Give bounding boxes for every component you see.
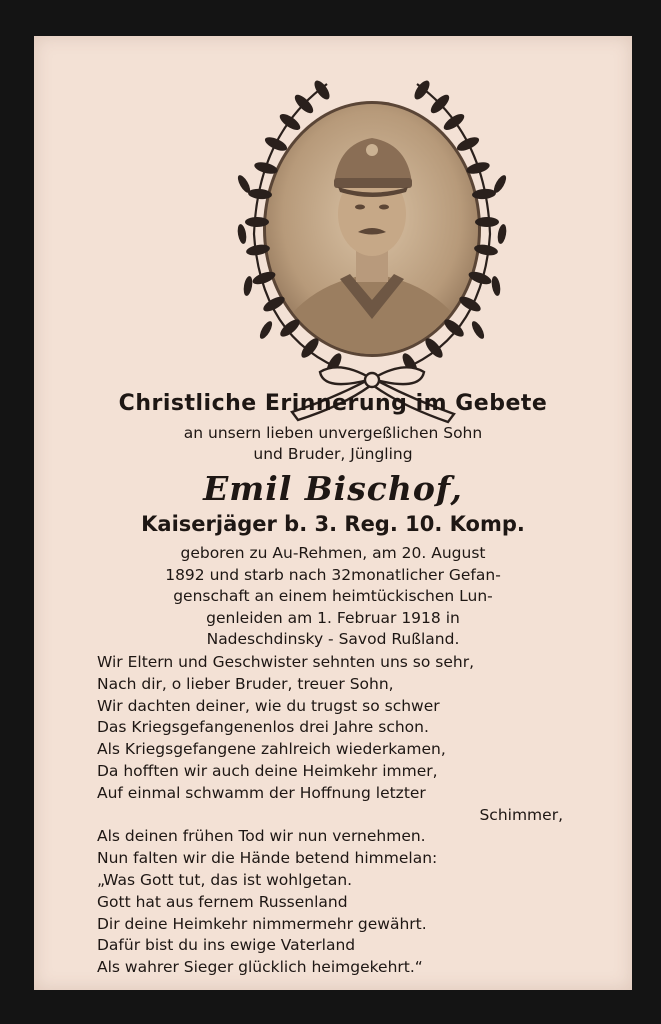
biography-line: geboren zu Au-Rehmen, am 20. August bbox=[180, 544, 486, 562]
biography-text bbox=[34, 543, 632, 651]
biography-line: genleiden am 1. Februar 1918 in bbox=[206, 608, 460, 627]
laurel-wreath-icon bbox=[222, 74, 522, 424]
poem-line: Wir Eltern und Geschwister sehnten uns so sehr, bbox=[97, 653, 475, 671]
poem-line: Als Kriegsgefangene zahlreich wiederkamen, bbox=[97, 740, 446, 759]
poem-line: Dir deine Heimkehr nimmermehr gewährt. bbox=[97, 914, 427, 933]
memorial-poem bbox=[97, 652, 597, 979]
deceased-name: Emil Bischof, bbox=[203, 469, 463, 508]
card-heading: Christliche Erinnerung im Gebete bbox=[118, 391, 548, 416]
memorial-card bbox=[34, 36, 632, 990]
poem-line: „Was Gott tut, das ist wohlgetan. bbox=[97, 870, 353, 889]
dedication-line: an unsern lieben unvergeßlichen Sohn bbox=[183, 424, 483, 442]
poem-line: Wir dachten deiner, wie du trugst so schwer bbox=[97, 696, 440, 715]
poem-line: Schimmer, bbox=[479, 805, 563, 824]
poem-line: Als wahrer Sieger glücklich heimgekehrt.“ bbox=[97, 958, 423, 977]
poem-line: Auf einmal schwamm der Hoffnung letzter bbox=[97, 783, 426, 802]
portrait-with-wreath bbox=[222, 74, 522, 424]
poem-line: Gott hat aus fernem Russenland bbox=[97, 892, 348, 911]
dedication-line: und Bruder, Jüngling bbox=[253, 445, 413, 463]
biography-line: genschaft an einem heimtückischen Lun- bbox=[173, 587, 493, 605]
dedication-text bbox=[34, 423, 632, 465]
military-unit: Kaiserjäger b. 3. Reg. 10. Komp. bbox=[141, 512, 525, 536]
poem-line: Dafür bist du ins ewige Vaterland bbox=[97, 936, 356, 955]
biography-line: Nadeschdinsky - Savod Rußland. bbox=[206, 630, 460, 648]
poem-line: Als deinen frühen Tod wir nun vernehmen. bbox=[97, 827, 426, 846]
poem-line: Da hofften wir auch deine Heimkehr immer, bbox=[97, 761, 438, 780]
poem-line: Das Kriegsgefangenenlos drei Jahre schon. bbox=[97, 718, 429, 737]
poem-line: Nun falten wir die Hände betend himmelan: bbox=[97, 849, 438, 868]
biography-line: 1892 und starb nach 32monatlicher Gefan- bbox=[165, 565, 501, 584]
poem-line: Nach dir, o lieber Bruder, treuer Sohn, bbox=[97, 674, 394, 693]
